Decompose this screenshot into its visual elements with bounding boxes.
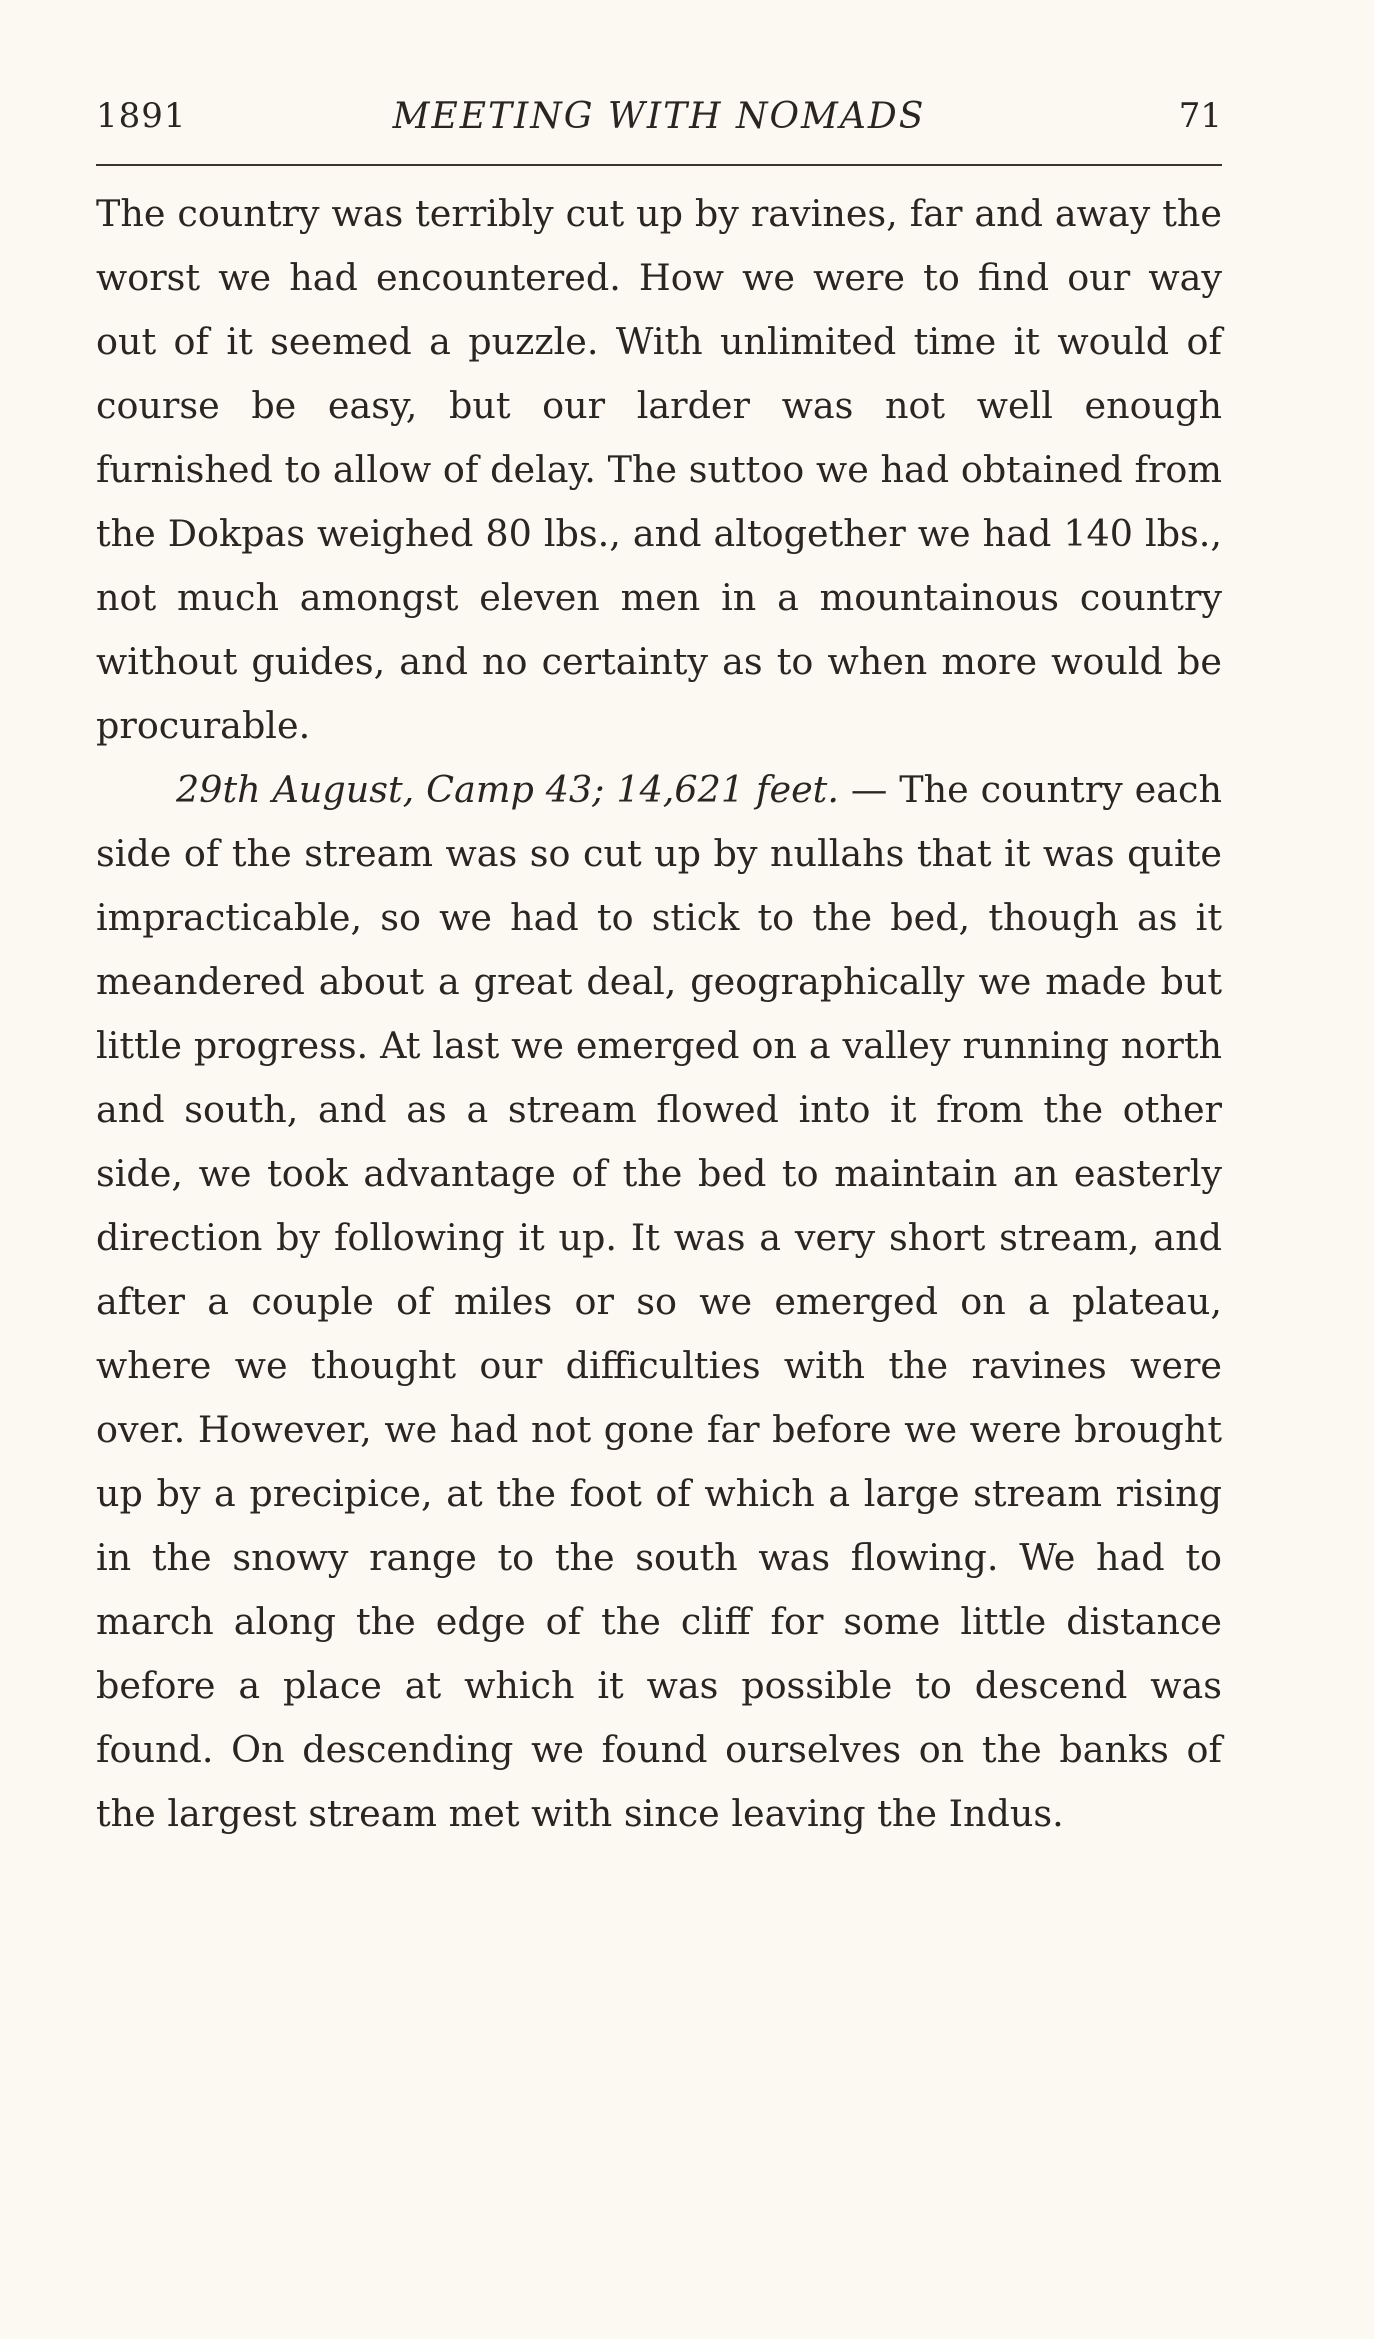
diary-entry-date: 29th August, Camp 43; 14,621 feet. [176, 768, 839, 811]
paragraph-2-container [96, 758, 1222, 1846]
running-head [96, 92, 1222, 148]
page-number: 71 [1178, 96, 1222, 136]
entry-dash: — [838, 768, 900, 811]
paragraph-2: The country each side of the stream was so cut up by nullahs that it was quite impracticable, so we had to stick to the bed, though as it meandered about a great deal, geographically we made but little progress. At last we emerged on a valley running north and south, and as a stream flowed into it from the other side, we took advantage of the bed to maintain an easterly direction by following it up. It was a very short stream, and after a couple of miles or so we emerged on a plateau, where we thought our difficulties with the ravines were over. However, we had not gone far before we were brought up by a precipice, at the foot of which a large stream rising in the snowy range to the south was flowing. We had to march along the edge of the cliff for some little distance before a place at which it was possible to descend was found. On descending we found ourselves on the banks of the largest stream met with since leaving the Indus. [96, 768, 1222, 1835]
header-year: 1891 [96, 96, 187, 136]
header-title: MEETING WITH NOMADS [392, 96, 926, 137]
paragraph-1: The country was terribly cut up by ravines, far and away the worst we had encountered. How we were to find our way out of it seemed a puzzle. With unlimited time it would of course be easy, but our larder was not well enough furnished to allow of delay. The suttoo we had obtained from the Dokpas weighed 80 lbs., and altogether we had 140 lbs., not much amongst eleven men in a mountainous country without guides, and no certainty as to when more would be procurable. [96, 192, 1222, 747]
header-rule [96, 164, 1222, 166]
body-text [96, 182, 1222, 1846]
